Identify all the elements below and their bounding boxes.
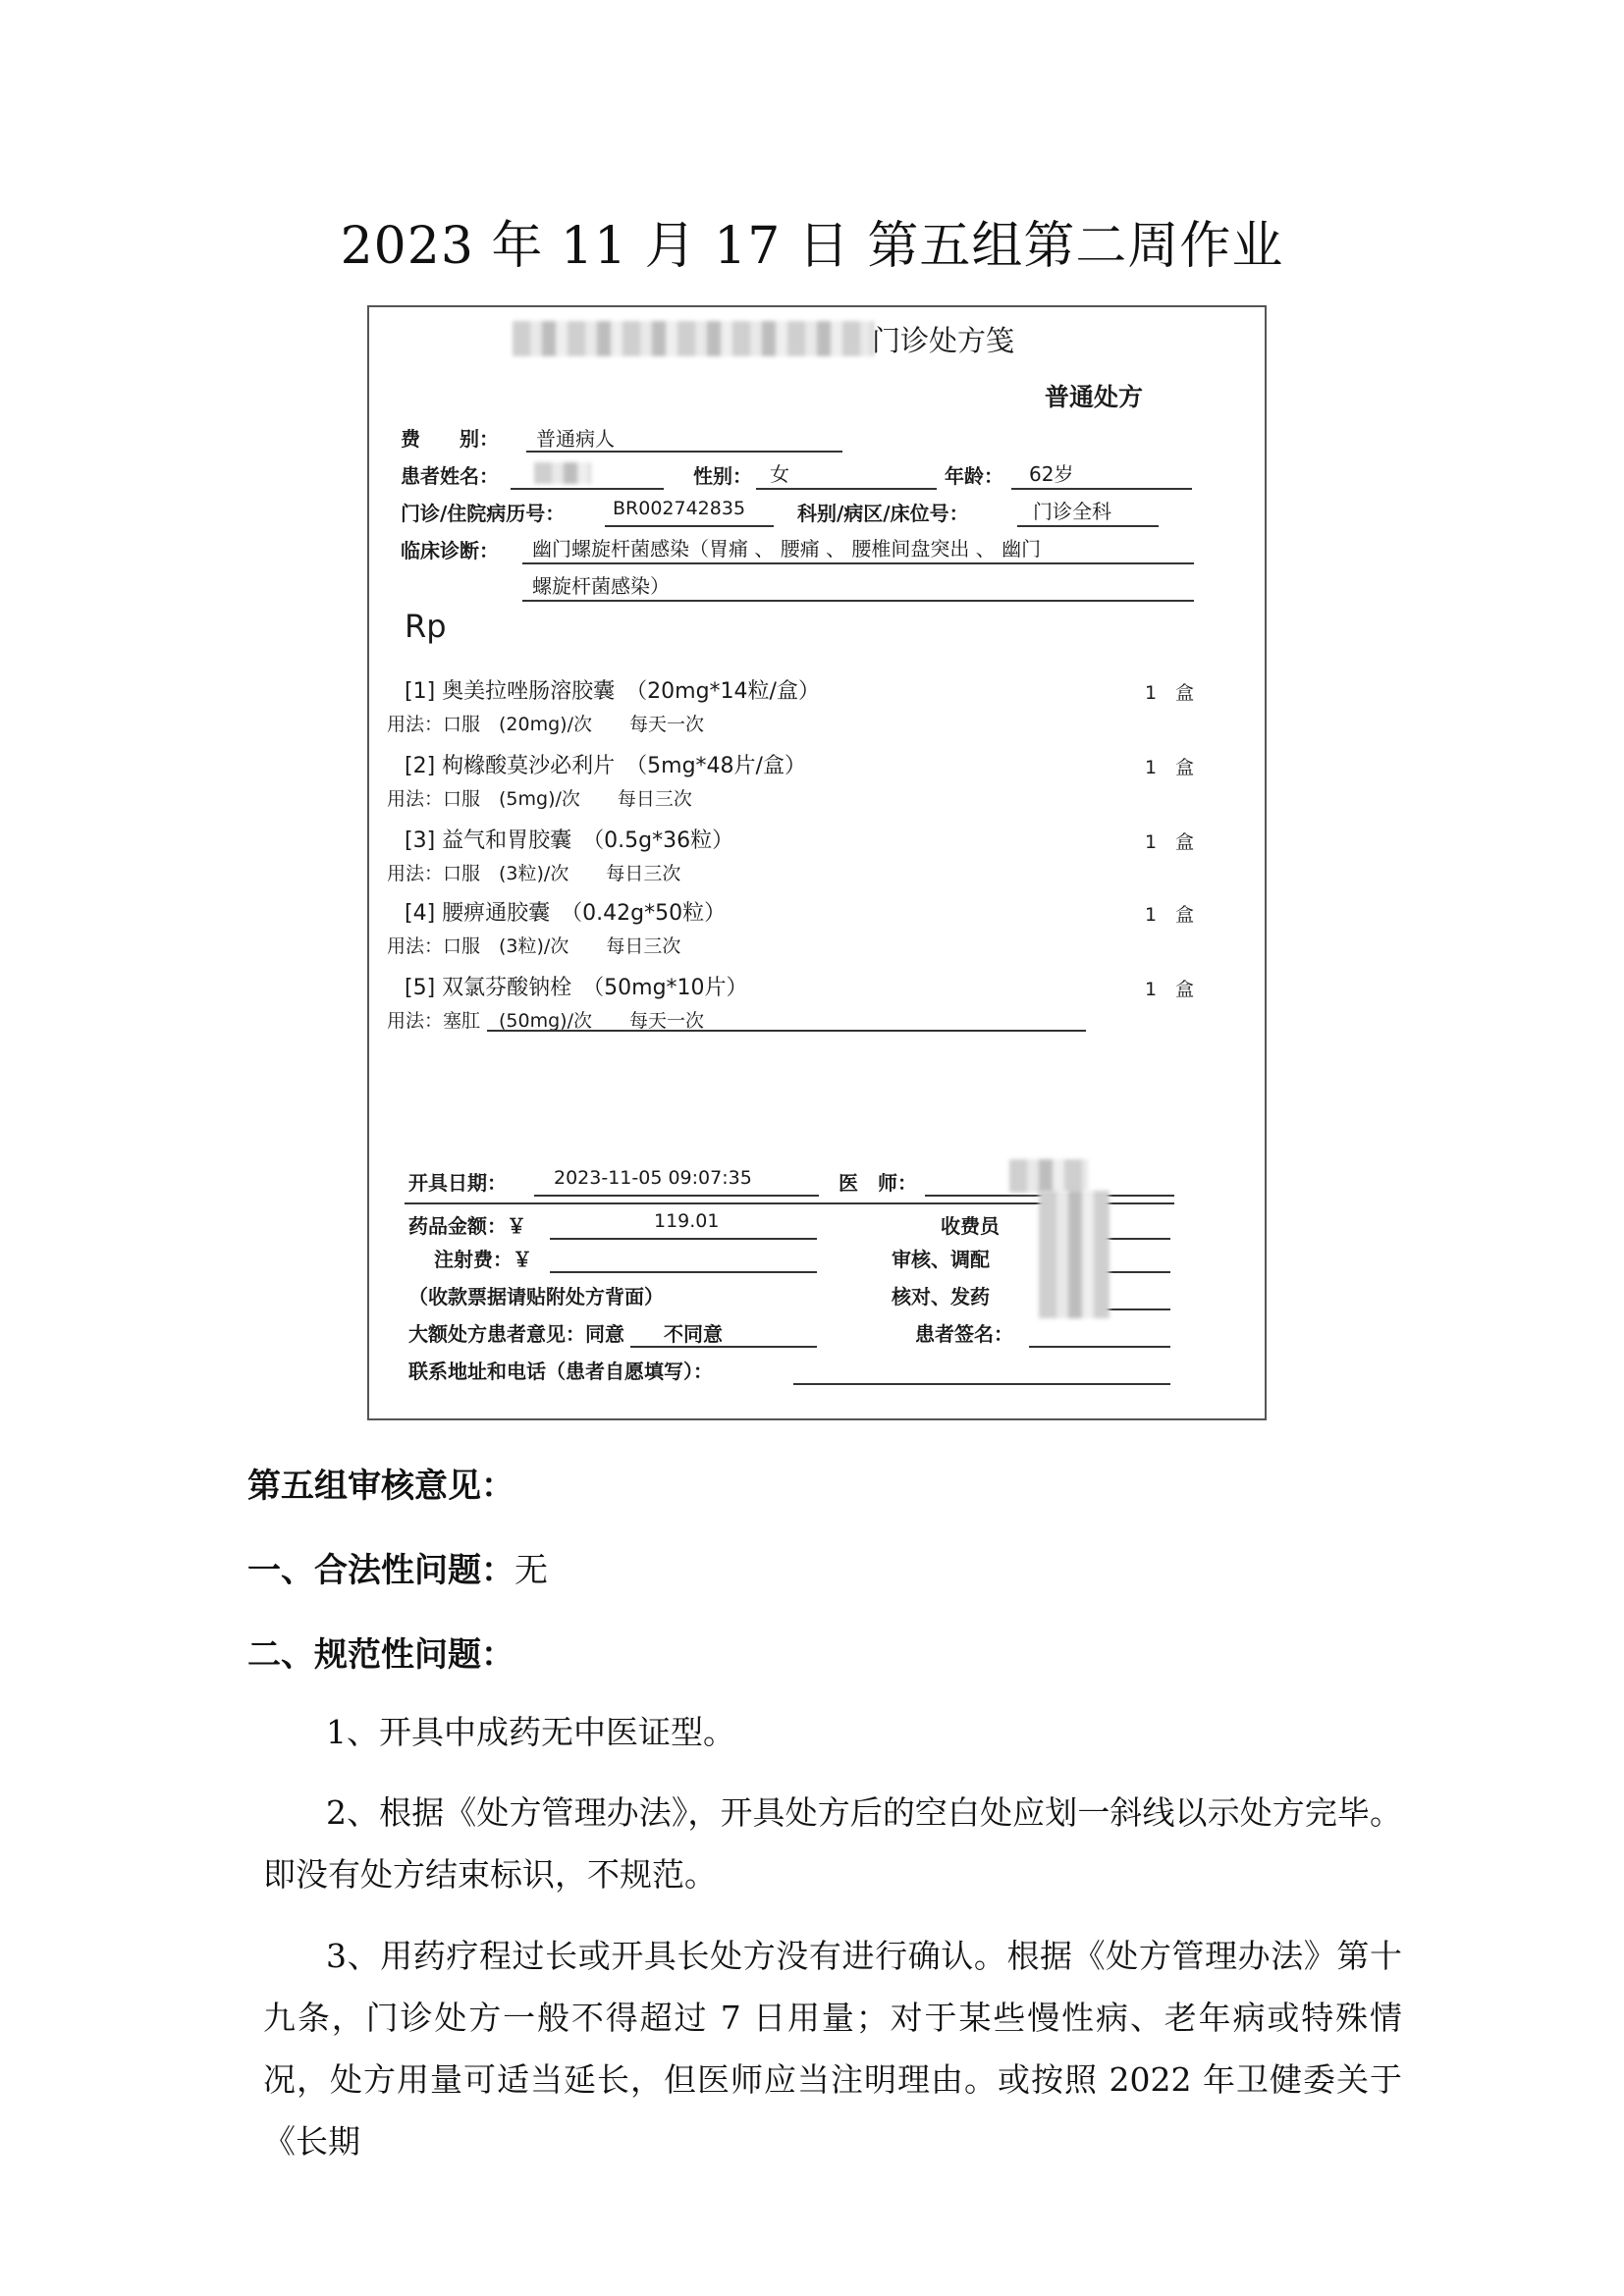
injection-fee-label: 注射费：￥: [434, 1248, 532, 1271]
age-value: 62岁: [1029, 462, 1074, 486]
record-label: 门诊/住院病历号：: [401, 502, 566, 525]
drug-fee-label: 药品金额：￥: [408, 1214, 526, 1238]
dept-value: 门诊全科: [1033, 500, 1111, 523]
medication-item-3-qty: 1 盒: [1145, 831, 1195, 853]
rp-symbol: Rp: [405, 608, 447, 645]
medication-item-5-usage: 用法：塞肛 (50mg)/次 每天一次: [387, 1010, 704, 1032]
paragraph-2: 2、根据《处方管理办法》，开具处方后的空白处应划一斜线以示处方完毕。即没有处方结束标识，不规范。: [263, 1793, 1402, 1894]
redacted-doctor-signature: [1009, 1159, 1088, 1193]
fee-label: 费 别：: [401, 427, 499, 451]
medication-item-1-usage: 用法：口服 (20mg)/次 每天一次: [387, 714, 704, 735]
doctor-label: 医 师：: [839, 1171, 917, 1195]
diagnosis-line-2: 螺旋杆菌感染）: [532, 574, 670, 598]
record-value: BR002742835: [613, 498, 746, 519]
medication-item-2-usage: 用法：口服 (5mg)/次 每日三次: [387, 788, 692, 810]
medication-item-2-qty: 1 盒: [1145, 757, 1195, 778]
document-title: 2023 年 11 月 17 日 第五组第二周作业: [340, 217, 1284, 276]
prescription-header-title: 门诊处方笺: [872, 324, 1015, 357]
age-label: 年龄：: [945, 464, 1003, 488]
medication-item-3-usage: 用法：口服 (3粒)/次 每日三次: [387, 863, 681, 884]
receipt-note: （收款票据请贴附处方背面）: [408, 1285, 664, 1308]
big-opinion-label: 大额处方患者意见：同意 不同意: [408, 1322, 723, 1346]
diagnosis-label: 临床诊断：: [401, 539, 499, 562]
patient-sign-label: 患者签名：: [915, 1322, 1013, 1346]
review-label: 审核、调配: [892, 1248, 990, 1271]
drug-fee-value: 119.01: [654, 1210, 720, 1232]
date-value: 2023-11-05 09:07:35: [554, 1167, 752, 1189]
fee-value: 普通病人: [536, 427, 615, 451]
dept-label: 科别/病区/床位号：: [797, 502, 969, 525]
section-legality-label: 一、合法性问题：: [247, 1551, 514, 1590]
check-label: 核对、发药: [892, 1285, 990, 1308]
redacted-patient-name: [534, 462, 591, 484]
medication-item-4-qty: 1 盒: [1145, 904, 1195, 926]
prescription-image: [367, 305, 1267, 1420]
medication-item-1-qty: 1 盒: [1145, 682, 1195, 704]
medication-item-5-qty: 1 盒: [1145, 979, 1195, 1000]
section-legality: [247, 1543, 548, 1591]
medication-item-3-name: [3] 益气和胃胶囊 （0.5g*36粒）: [405, 828, 734, 853]
medication-item-4-usage: 用法：口服 (3粒)/次 每日三次: [387, 935, 681, 957]
date-label: 开具日期：: [408, 1171, 507, 1195]
redacted-staff-signatures: [1039, 1191, 1110, 1318]
redacted-hospital-name: [513, 321, 874, 356]
review-heading: 第五组审核意见：: [247, 1467, 514, 1506]
paragraph-1: 1、开具中成药无中医证型。: [326, 1713, 735, 1751]
medication-item-1-name: [1] 奥美拉唑肠溶胶囊 （20mg*14粒/盒）: [405, 679, 820, 704]
prescription-type: 普通处方: [1045, 383, 1144, 411]
diagnosis-line-1: 幽门螺旋杆菌感染（胃痛 、 腰痛 、 腰椎间盘突出 、 幽门: [532, 537, 1042, 561]
section-legality-value: 无: [514, 1551, 548, 1590]
contact-label: 联系地址和电话（患者自愿填写）：: [408, 1360, 713, 1383]
paragraph-3: 3、用药疗程过长或开具长处方没有进行确认。根据《处方管理办法》第十九条，门诊处方一般不得超过 7 日用量；对于某些慢性病、老年病或特殊情况，处方用量可适当延长，但医师应当注明理由。或按照 2022 年卫健委关于《长期: [263, 1937, 1402, 2161]
medication-item-5-name: [5] 双氯芬酸钠栓 （50mg*10片）: [405, 976, 748, 1000]
gender-value: 女: [770, 462, 789, 486]
gender-label: 性别：: [693, 464, 752, 488]
cashier-label: 收费员: [941, 1214, 1000, 1238]
medication-item-2-name: [2] 枸橼酸莫沙必利片 （5mg*48片/盒）: [405, 754, 806, 778]
section-standard-label: 二、规范性问题：: [247, 1635, 514, 1675]
patient-name-label: 患者姓名：: [401, 464, 499, 488]
medication-item-4-name: [4] 腰痹通胶囊 （0.42g*50粒）: [405, 901, 727, 926]
